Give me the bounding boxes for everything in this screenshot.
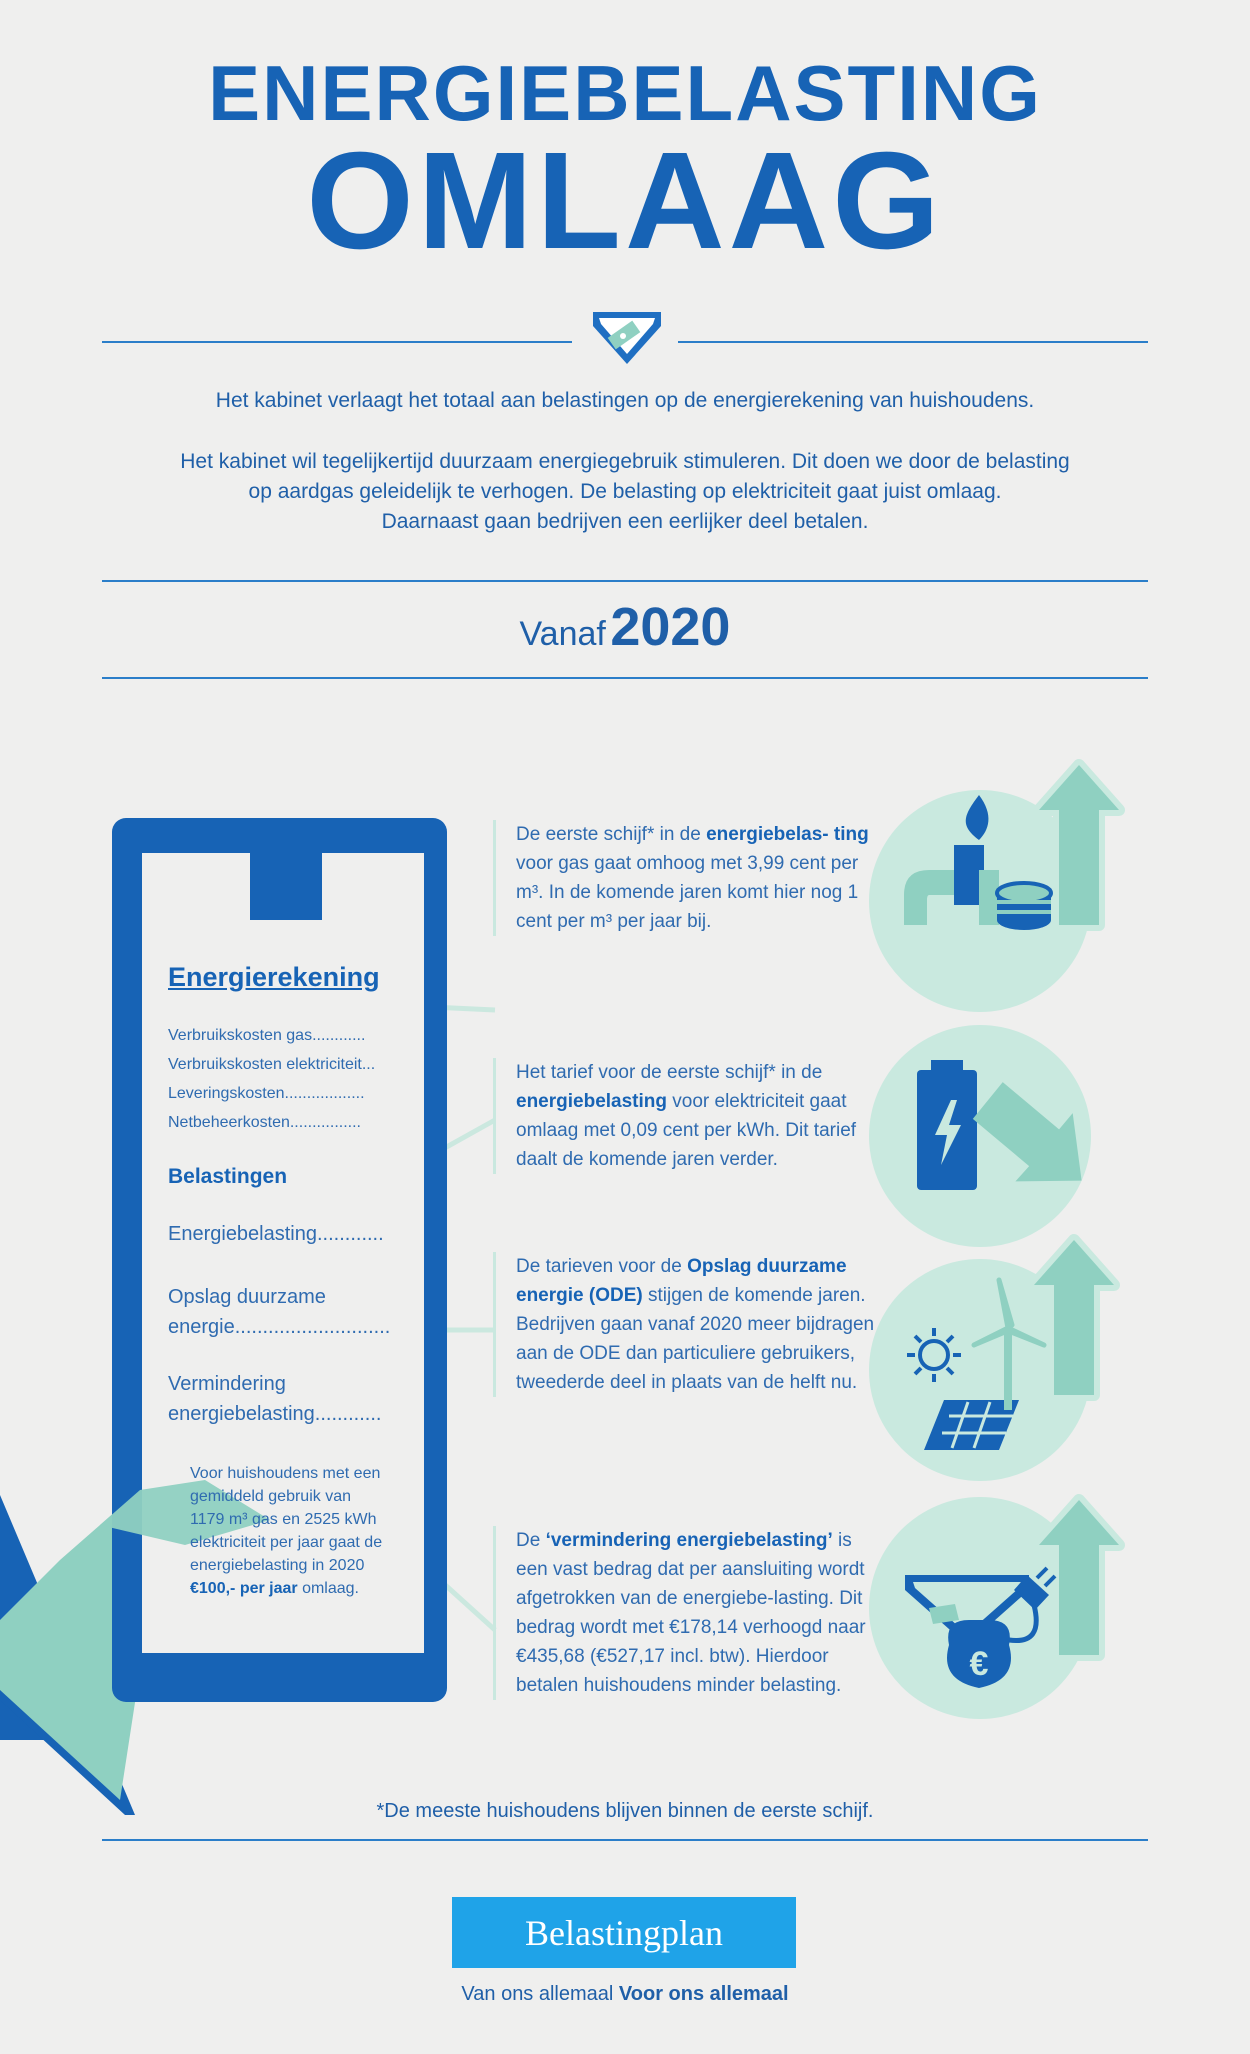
bill-item-network: Netbeheerkosten................ [168, 1114, 361, 1131]
gas-up-icon [869, 735, 1159, 1015]
divider [678, 341, 1148, 343]
bill-tax-heading: Belastingen [168, 1165, 288, 1188]
bill-item-delivery: Leveringskosten.................. [168, 1085, 365, 1102]
electricity-down-icon [869, 1025, 1109, 1247]
bill-tax-ode: Opslag duurzame energie............................ [168, 1286, 391, 1338]
renewable-energy-up-icon [869, 1220, 1159, 1490]
bill-tax-energiebelasting: Energiebelasting............ [168, 1223, 384, 1245]
divider [102, 341, 572, 343]
bill-tax-vermindering: Vermindering energiebelasting............ [168, 1373, 382, 1425]
point-ode: De tarieven voor de Opslag duurzame energie (ODE) stijgen de komende jaren. Bedrijven gaan vanaf 2020 meer bijdragen aan de ODE dan particuliere gebruikers, tweederde deel in plaats van de helft nu. [493, 1252, 881, 1397]
bill-item-gas: Verbruikskosten gas............ [168, 1027, 366, 1044]
bill-title: Energierekening [168, 962, 380, 992]
point-gas: De eerste schijf* in de energiebelas- ting voor gas gaat omhoog met 3,99 cent per m³. In de komende jaren komt hier nog 1 cent per m³ per jaar bij. [493, 820, 881, 936]
divider [102, 580, 1148, 582]
divider [102, 677, 1148, 679]
belastingplan-button[interactable]: Belastingplan [452, 1897, 796, 1968]
divider [102, 1839, 1148, 1841]
bill-note: Voor huishoudens met een gemiddeld gebruik van 1179 m³ gas en 2525 kWh elektriciteit per jaar gaat de energiebelasting in 2020 €100,- per jaar omlaag. [190, 1465, 383, 1597]
footnote: *De meeste huishoudens blijven binnen de eerste schijf. [376, 1800, 874, 1822]
slogan: Van ons allemaal Voor ons allemaal [461, 1983, 789, 2005]
point-vermindering: De ‘vermindering energiebelasting’ is een vast bedrag dat per aansluiting wordt afgetrokken van de energiebe-lasting. Dit bedrag wordt met €178,14 verhoogd naar €435,68 (€527,17 incl. btw). Hierdoor betalen huishoudens minder belasting. [493, 1526, 881, 1700]
vanaf-label: Vanaf [519, 615, 606, 653]
vanaf-year: 2020 [610, 597, 731, 657]
svg-text:€: € [969, 1645, 989, 1683]
tax-reduction-up-icon [869, 1480, 1159, 1750]
envelope-money-icon [587, 304, 667, 374]
bill-item-electricity: Verbruikskosten elektriciteit... [168, 1056, 376, 1073]
intro-paragraph-2: Het kabinet wil tegelijkertijd duurzaam energiegebruik stimuleren. Dit doen we door de belasting op aardgas geleidelijk te verhogen. De belasting op elektriciteit gaat juist omlaag. Daarnaast gaan bedrijven een eerlijker deel betalen. [180, 450, 1070, 533]
intro-paragraph-1: Het kabinet verlaagt het totaal aan belastingen op de energierekening van huishoudens. [215, 389, 1035, 412]
title-line-1: ENERGIEBELASTING [208, 49, 1042, 137]
point-electricity: Het tarief voor de eerste schijf* in de energiebelasting voor elektriciteit gaat omlaag met 0,09 cent per kWh. Dit tarief daalt de komende jaren verder. [493, 1058, 881, 1174]
title-line-2: OMLAAG [306, 124, 944, 278]
vanaf-heading [0, 596, 1250, 658]
